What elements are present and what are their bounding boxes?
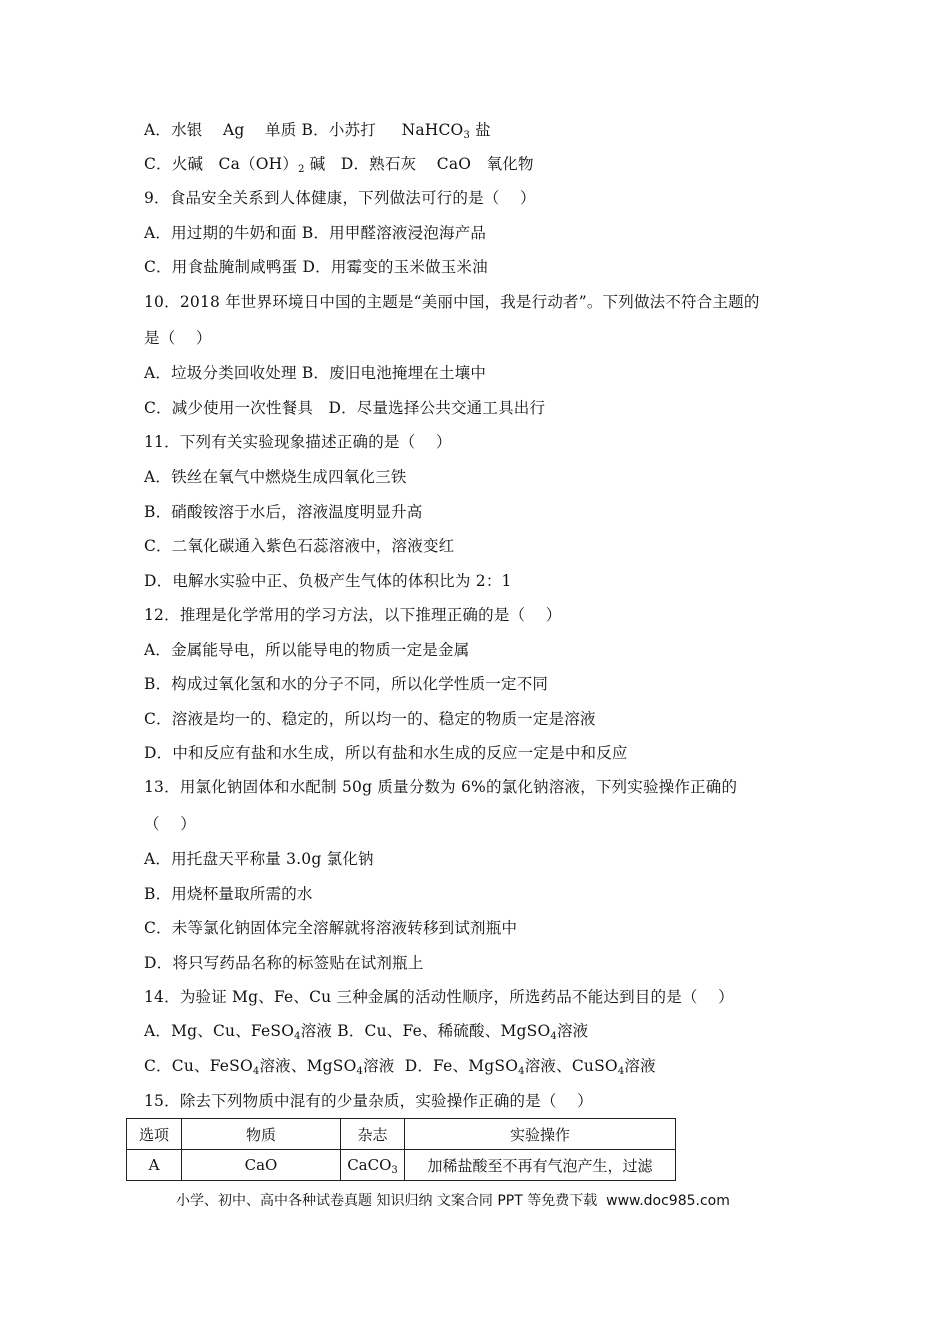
q12-option-c: C．溶液是均一的、稳定的，所以均一的、稳定的物质一定是溶液 [144,710,596,728]
q10-options-cd: C．减少使用一次性餐具 D．尽量选择公共交通工具出行 [144,399,546,417]
table-row [127,1150,676,1181]
q11-option-c: C．二氧化碳通入紫色石蕊溶液中，溶液变红 [144,537,455,555]
header-operation: 实验操作 [405,1119,676,1150]
q10-options-ab: A．垃圾分类回收处理 B．废旧电池掩埋在土壤中 [144,364,487,382]
question-9: 9．食品安全关系到人体健康，下列做法可行的是（ ） [144,189,536,207]
header-substance: 物质 [182,1119,341,1150]
cell-option: A [127,1150,182,1181]
header-option: 选项 [127,1119,182,1150]
q11-option-a: A．铁丝在氧气中燃烧生成四氧化三铁 [144,468,407,486]
q12-option-a: A．金属能导电，所以能导电的物质一定是金属 [144,641,470,659]
q12-option-d: D．中和反应有盐和水生成，所以有盐和水生成的反应一定是中和反应 [144,744,628,762]
q14-options-cd: C．Cu、FeSO$_4$溶液、MgSO$_4$溶液 D．Fe、MgSO$_4$溶液、CuSO$_4$溶液 [144,1057,656,1077]
q8-options-cd: C．火碱 $Ca(OH)_2$ 碱 D．熟石灰 CaO 氧化物 [144,155,534,175]
question-10-cont: 是（ ） [144,329,212,347]
question-13: 13．用氯化钠固体和水配制 50g 质量分数为 6%的氯化钠溶液，下列实验操作正确的 [144,778,738,796]
question-10: 10．2018 年世界环境日中国的主题是“美丽中国，我是行动者”。下列做法不符合主题的 [144,293,760,311]
q8-options-ab: A．水银 Ag 单质 B．小苏打 NaHCO$_3$ 盐 [144,121,491,141]
impurity-table [126,1118,676,1181]
q9-options-ab: A．用过期的牛奶和面 B．用甲醛溶液浸泡海产品 [144,224,487,242]
question-13-cont: （ ） [144,815,196,833]
question-11: 11．下列有关实验现象描述正确的是（ ） [144,433,452,451]
q12-option-b: B．构成过氧化氢和水的分子不同，所以化学性质一定不同 [144,675,549,693]
q13-option-d: D．将只写药品名称的标签贴在试剂瓶上 [144,954,424,972]
cell-substance: CaO [182,1150,341,1181]
q11-option-b: B．硝酸铵溶于水后，溶液温度明显升高 [144,503,423,521]
cell-operation: 加稀盐酸至不再有气泡产生，过滤 [405,1150,676,1181]
footer-note: 小学、初中、高中各种试卷真题 知识归纳 文案合同 PPT 等免费下载 www.doc985.com [176,1193,730,1209]
q11-option-d: D．电解水实验中正、负极产生气体的体积比为 2：1 [144,572,512,590]
header-impurity: 杂志 [341,1119,405,1150]
q13-option-b: B．用烧杯量取所需的水 [144,885,313,903]
table-header-row [127,1119,676,1150]
question-12: 12．推理是化学常用的学习方法，以下推理正确的是（ ） [144,606,562,624]
q14-options-ab: A．Mg、Cu、FeSO$_4$溶液 B．Cu、Fe、稀硫酸、MgSO$_4$溶液 [144,1022,589,1042]
q13-option-c: C．未等氯化钠固体完全溶解就将溶液转移到试剂瓶中 [144,919,518,937]
question-15: 15．除去下列物质中混有的少量杂质，实验操作正确的是（ ） [144,1092,593,1110]
q13-option-a: A．用托盘天平称量 3.0g 氯化钠 [144,850,374,868]
q9-options-cd: C．用食盐腌制咸鸭蛋 D．用霉变的玉米做玉米油 [144,258,488,276]
cell-impurity: CaCO$_3$ [341,1150,405,1181]
question-14: 14．为验证 Mg、Fe、Cu 三种金属的活动性顺序，所选药品不能达到目的是（ ） [144,988,734,1006]
